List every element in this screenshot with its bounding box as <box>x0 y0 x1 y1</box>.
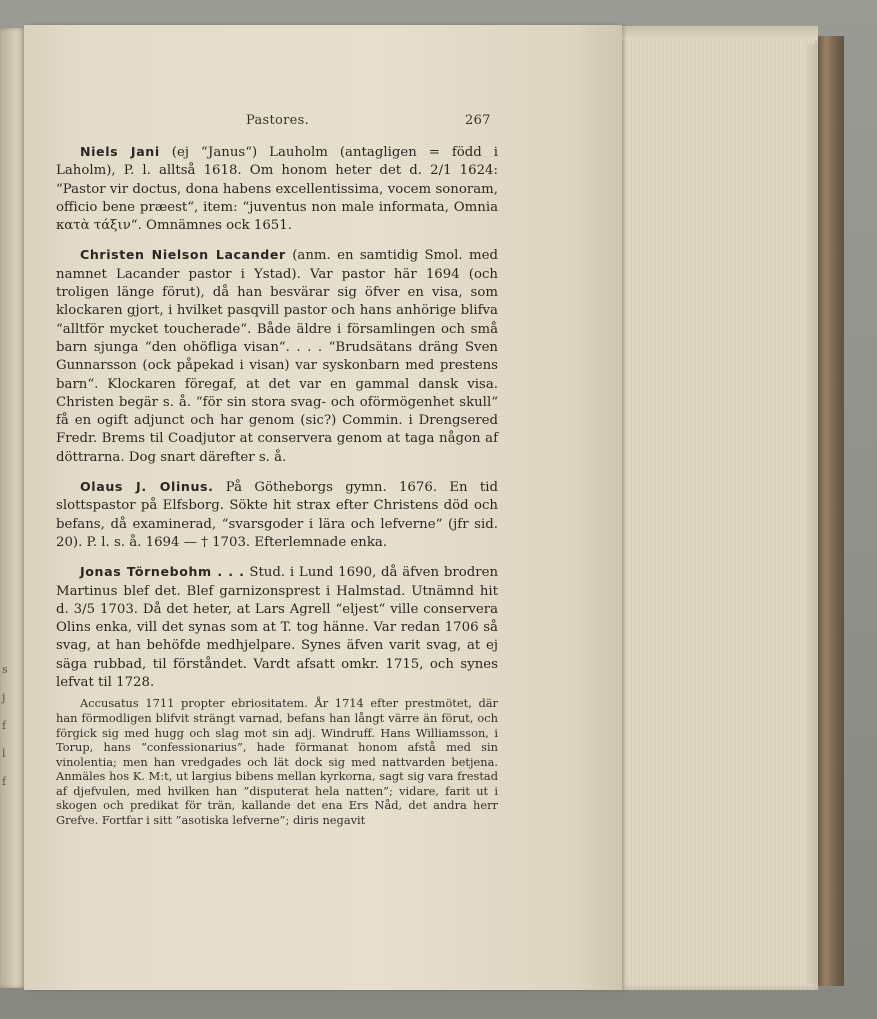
footnote-paragraph: Accusatus 1711 propter ebriositatem. År 1714 efter prestmötet, där han förmodligen blifvit strängt varnad, befans han långt värre än förut, och förgick sig med hugg och slag mot sin adj. Windruff. Hans Williamsson, i Torup, hans ”confessionarius”, hade förmanat honom afstå med sin vinolentia; men han vredgades och lät dock sig med nattvarden betjena. Anmäles hos K. M:t, ut largius bibens mellan kyrkorna, sagt sig vara frestad af djefvulen, med hvilken han ”disputerat hela natten”; vidare, farit ut i skogen och predikat för trän, kallande det ena Ers Nåd, det andra herr Grefve. Fortfar i sitt ”asotiska lefverne”; diris negavit <box>56 696 498 828</box>
entry-name: Christen Nielson Lacander <box>80 247 286 263</box>
margin-mark: f <box>2 719 7 732</box>
entry-name: Niels Jani <box>80 144 160 159</box>
entry-paragraph <box>56 246 498 467</box>
page-number: 267 <box>465 113 491 128</box>
page-block-edges <box>620 26 818 990</box>
margin-mark: l <box>2 747 6 760</box>
page-block-top <box>620 26 818 40</box>
entry-text: (ej “Janus“) Lauholm (antagligen = född i Laholm), P. l. alltså 1618. Om honom heter det d. 2/1 1624: “Pastor vir doctus, dona habens excellentissima, vocem sonoram, officio bene præest“, item: “juventus non male informata, Omnia κατὰ τάξιν“. Omnämnes ock 1651. <box>56 145 498 234</box>
book-cover-edge <box>818 36 844 986</box>
margin-mark: j <box>2 691 6 704</box>
entry-name: Jonas Törnebohm . . . <box>80 564 245 580</box>
entry-text: Stud. i Lund 1690, då äfven brodren Martinus blef det. Blef garnizonsprest i Halmstad. Utnämnd hit d. 3/5 1703. Då det heter, at Lars Agrell “eljest“ ville conservera Olins enka, vill det synas som at T. tog hänne. Var redan 1706 så svag, at han behöfde medhjelpare. Synes äfven varit svag, at ej säga rubbad, til förståndet. Vardt afsatt omkr. 1715, och synes lefvat til 1728. <box>56 565 499 691</box>
entry-text: (anm. en samtidig Smol. med namnet Lacander pastor i Ystad). Var pastor här 1694 (och troligen länge förut), då han besvärar sig öfver en visa, som klockaren gjort, i hvilket pasqvill pastor och hans anhörige blifva “alltför mycket toucherade“. Både äldre i församlingen och små barn sjunga “den ohöfliga visan“. . . . “Brudsätans dräng Sven Gunnarsson (ock påpekad i visan) var syskonbarn med prestens barn“. Klockaren föregaf, at det var en gammal dansk visa. Christen begär s. å. “för sin stora svag- och oförmögenhet skull“ få en ogift adjunct och har genom (sic?) Commin. i Drengsered Fredr. Brems til Coadjutor at conservera genom at taga någon af döttrarna. Dog snart därefter s. å. <box>56 248 498 465</box>
book-page <box>24 25 622 990</box>
body-text <box>56 143 498 828</box>
previous-page-edge <box>0 28 26 988</box>
entry-paragraph <box>56 478 498 552</box>
entry-text: På Götheborgs gymn. 1676. En tid slottspastor på Elfsborg. Sökte hit strax efter Christens död och befans, då examinerad, “svarsgoder i lära och lefverne“ (jfr sid. 20). P. l. s. å. 1694 — † 1703. Efterlemnade enka. <box>56 480 498 550</box>
margin-marks <box>2 656 12 796</box>
entry-paragraph <box>56 563 498 692</box>
margin-mark: f <box>2 775 7 788</box>
margin-mark: s <box>2 663 8 676</box>
running-head-title: Pastores. <box>246 113 310 128</box>
entry-name: Olaus J. Olinus. <box>80 479 214 495</box>
entry-paragraph <box>56 143 498 235</box>
